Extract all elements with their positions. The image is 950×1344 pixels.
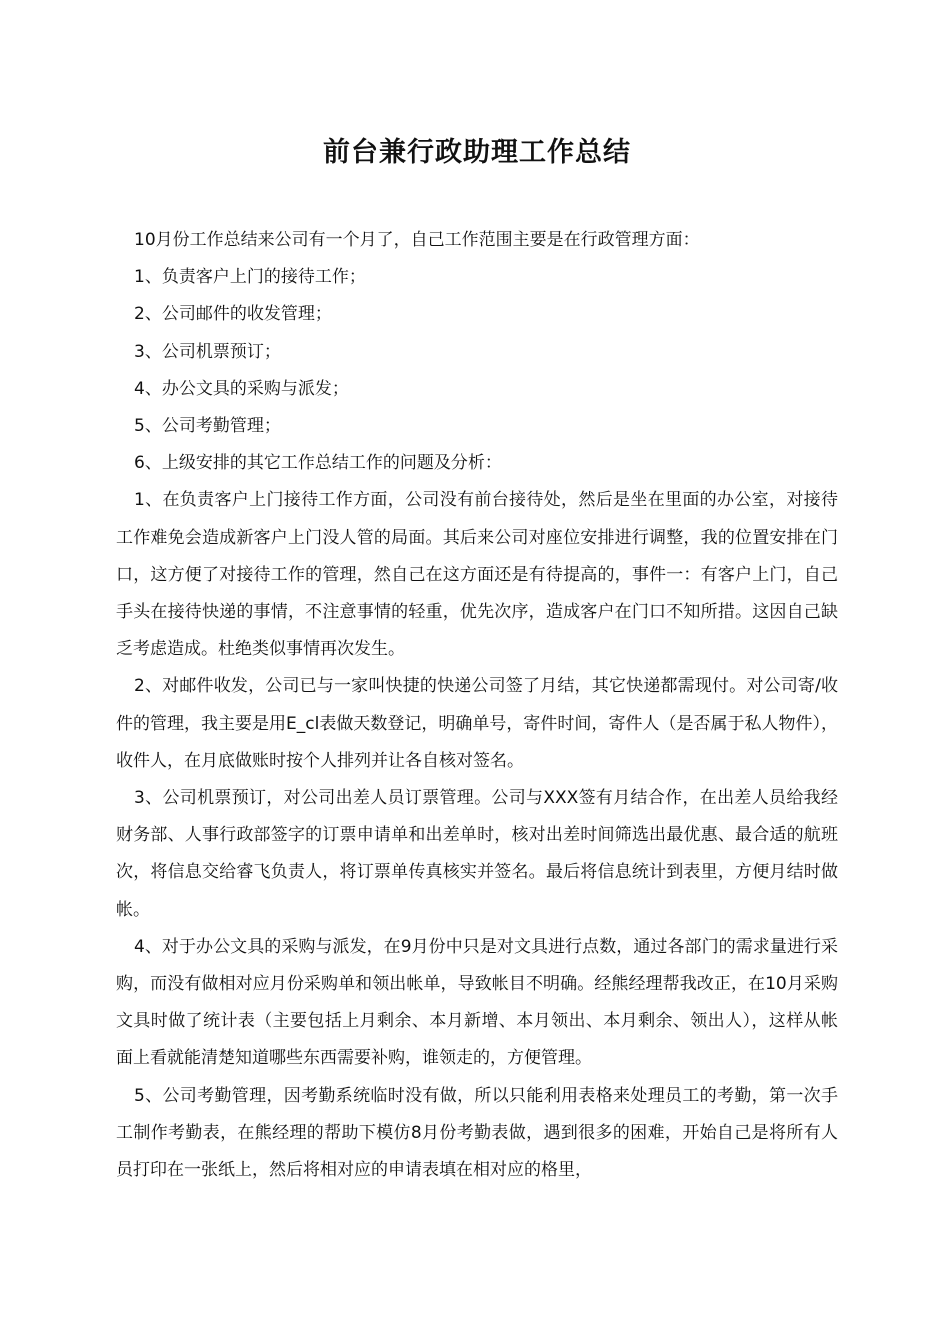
analysis-paragraph-tickets: 3、公司机票预订，对公司出差人员订票管理。公司与XXX签有月结合作，在出差人员给我经财务部、人事行政部签字的订票申请单和出差单时，核对出差时间筛选出最优惠、最合适的航班次，将信息交给睿飞负责人，将订票单传真核实并签名。最后将信息统计到表里，方便月结时做帐。 bbox=[116, 788, 838, 920]
scope-item-tickets: 3、公司机票预订； bbox=[134, 341, 281, 362]
intro-paragraph: 10月份工作总结来公司有一个月了，自己工作范围主要是在行政管理方面： bbox=[134, 230, 700, 250]
analysis-paragraph-reception: 1、在负责客户上门接待工作方面，公司没有前台接待处，然后是坐在里面的办公室，对接待工作难免会造成新客户上门没人管的局面。其后来公司对座位安排进行调整，我的位置安排在门口，这方便了对接待工作的管理，然自己在这方面还是有待提高的，事件一：有客户上门，自己手头在接待快递的事情，不注意事情的轻重，优先次序，造成客户在门口不知所措。这因自己缺乏考虑造成。杜绝类似事情再次发生。 bbox=[116, 490, 838, 660]
scope-item-other: 6、上级安排的其它工作总结工作的问题及分析： bbox=[134, 453, 502, 474]
scope-item-attendance: 5、公司考勤管理； bbox=[134, 416, 281, 437]
analysis-paragraph-stationery: 4、对于办公文具的采购与派发，在9月份中只是对文具进行点数，通过各部门的需求量进行采购，而没有做相对应月份采购单和领出帐单，导致帐目不明确。经熊经理帮我改正，在10月采购文具时做了统计表（主要包括上月剩余、本月新增、本月领出、本月剩余、领出人），这样从帐面上看就能清楚知道哪些东西需要补购，谁领走的，方便管理。 bbox=[116, 936, 838, 1069]
scope-item-stationery: 4、办公文具的采购与派发； bbox=[134, 378, 349, 399]
scope-item-mail: 2、公司邮件的收发管理； bbox=[134, 304, 332, 325]
document-title: 前台兼行政助理工作总结 bbox=[323, 137, 631, 168]
analysis-paragraph-attendance: 5、公司考勤管理，因考勤系统临时没有做，所以只能利用表格来处理员工的考勤，第一次手工制作考勤表，在熊经理的帮助下模仿8月份考勤表做，遇到很多的困难，开始自己是将所有人员打印在一张纸上，然后将相对应的申请表填在相对应的格里， bbox=[116, 1085, 838, 1181]
document-body bbox=[116, 222, 838, 1189]
scope-item-reception: 1、负责客户上门的接待工作； bbox=[134, 267, 366, 288]
analysis-paragraph-mail: 2、对邮件收发，公司已与一家叫快捷的快递公司签了月结，其它快递都需现付。对公司寄/收件的管理，我主要是用E_cl表做天数登记，明确单号，寄件时间，寄件人（是否属于私人物件），收件人，在月底做账时按个人排列并让各自核对签名。 bbox=[116, 676, 838, 771]
